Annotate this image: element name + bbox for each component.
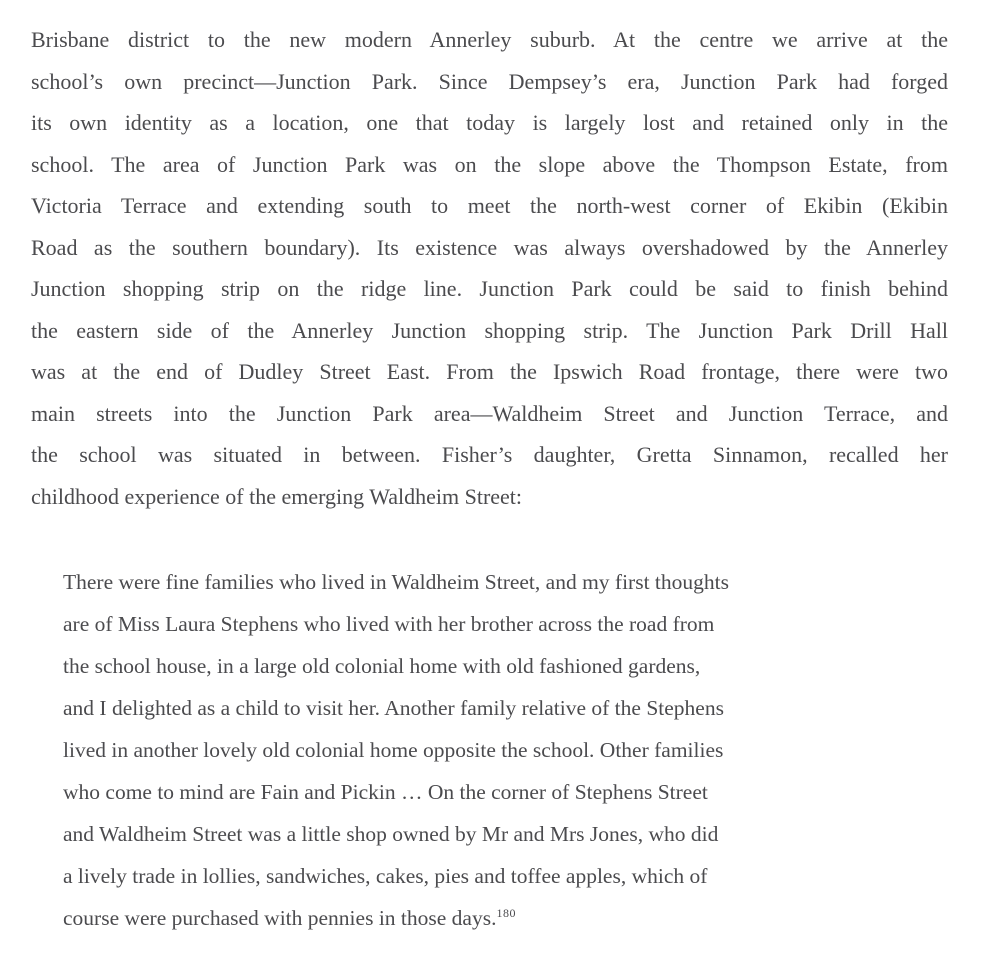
quote-line: and Waldheim Street was a little shop owned by Mr and Mrs Jones, who did — [63, 822, 719, 846]
paragraph-line: school’s own precinct—Junction Park. Since Dempsey’s era, Junction Park had forged — [31, 68, 948, 94]
paragraph-line: was at the end of Dudley Street East. From the Ipswich Road frontage, there were two — [31, 359, 948, 384]
quote-line: There were fine families who lived in Waldheim Street, and my first thoughts — [63, 570, 729, 594]
quote-line: who come to mind are Fain and Pickin … On the corner of Stephens Street — [63, 780, 708, 804]
paragraph-line: Brisbane district to the new modern Annerley suburb. At the centre we arrive at the — [31, 27, 948, 52]
quote-line: a lively trade in lollies, sandwiches, cakes, pies and toffee apples, which of — [63, 864, 708, 888]
paragraph-line: childhood experience of the emerging Waldheim Street: — [31, 483, 523, 509]
paragraph-line: Victoria Terrace and extending south to meet the north-west corner of Ekibin (Ekibin — [31, 193, 948, 218]
quote-line-text: course were purchased with pennies in those days. — [63, 906, 497, 930]
paragraph-line: the eastern side of the Annerley Junction shopping strip. The Junction Park Drill Hall — [31, 317, 948, 343]
paragraph-line: its own identity as a location, one that today is largely lost and retained only in the — [31, 110, 948, 135]
quote-line: the school house, in a large old colonial home with old fashioned gardens, — [63, 654, 701, 678]
quote-line: are of Miss Laura Stephens who lived with her brother across the road from — [63, 612, 715, 636]
quote-line: lived in another lovely old colonial home opposite the school. Other families — [63, 738, 724, 762]
quote-line — [63, 897, 911, 939]
paragraph-line: Road as the southern boundary). Its existence was always overshadowed by the Annerley — [31, 234, 948, 260]
footnote-reference: 180 — [496, 905, 516, 920]
main-paragraph — [31, 19, 948, 517]
paragraph-line: school. The area of Junction Park was on the slope above the Thompson Estate, from — [31, 151, 948, 177]
paragraph-line: main streets into the Junction Park area—Waldheim Street and Junction Terrace, and — [31, 400, 948, 426]
quote-line: and I delighted as a child to visit her. Another family relative of the Stephens — [63, 696, 724, 720]
block-quote — [63, 561, 911, 939]
paragraph-line: the school was situated in between. Fisher’s daughter, Gretta Sinnamon, recalled her — [31, 442, 948, 467]
paragraph-line: Junction shopping strip on the ridge line. Junction Park could be said to finish behind — [31, 276, 948, 301]
